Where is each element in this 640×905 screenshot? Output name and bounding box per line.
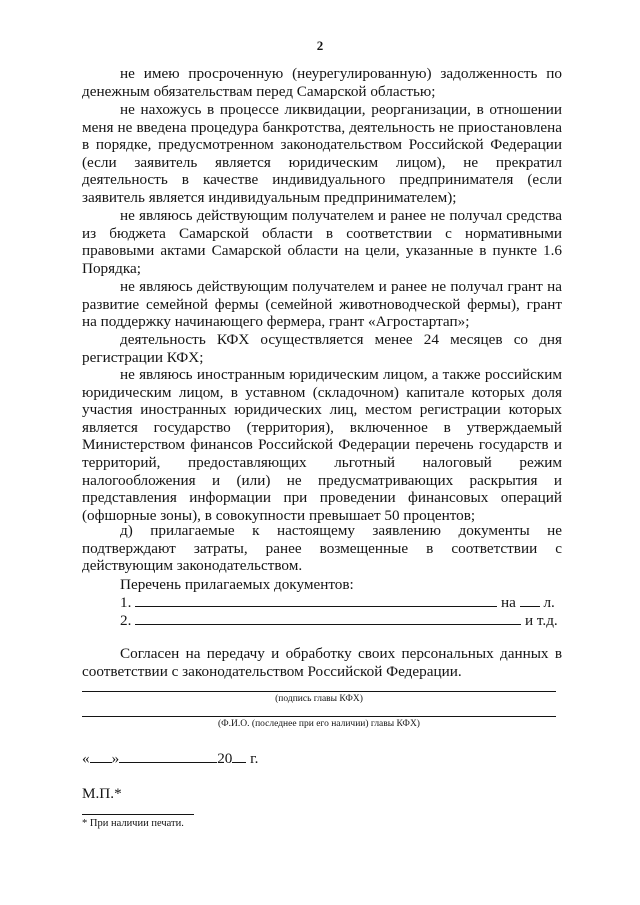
paragraph-not-foreign: не являюсь иностранным юридическим лицом, а также российским юридическим лицом, в уставном (складочном) капитале которых доля участия иностранных юридических лиц, местом регистрации которых является государство (территория), включенное в утверждаемый Министерством финансов Российской Федерации перечень государств и территорий, предоставляющих льготный налоговый режим налогообложения и (или) не предусматривающих раскрытия и представления информации при проведении финансовых операций (офшорные зоны), в совокупности превышает 50 процентов; — [82, 366, 562, 524]
document-1-number: 1. — [120, 594, 132, 611]
date-year-prefix: 20 — [217, 750, 233, 767]
footnote-separator — [82, 814, 194, 815]
paragraph-consent: Согласен на передачу и обработку своих персональных данных в соответствии с законодательством Российской Федерации. — [82, 645, 562, 680]
date-open-quote: « — [82, 750, 90, 767]
name-caption: (Ф.И.О. (последнее при его наличии) главы КФХ) — [218, 719, 420, 729]
footnote: * При наличии печати. — [82, 818, 184, 829]
document-1-pages-label: л. — [543, 594, 555, 611]
document-2-etc-label: и т.д. — [524, 612, 558, 629]
stamp-label: М.П.* — [82, 785, 122, 802]
paragraph-documents-not-reimbursed: д) прилагаемые к настоящему заявлению документы не подтверждают затраты, ранее возмещенные в соответствии с действующим законодательством. — [82, 522, 562, 575]
date-day-blank — [90, 749, 112, 763]
paragraph-no-liquidation: не нахожусь в процессе ликвидации, реорганизации, в отношении меня не введена процедура банкротства, деятельность не приостановлена в порядке, предусмотренном законодательством Российской Федерации (если заявитель является юридическим лицом), не прекратил деятельность в качестве индивидуального предпринимателя (если заявитель является индивидуальным предпринимателем); — [82, 101, 562, 206]
date-year-blank — [232, 749, 246, 763]
document-line-2 — [120, 611, 562, 630]
paragraph-no-grant: не являюсь действующим получателем и ранее не получал грант на развитие семейной фермы (семейной животноводческой фермы), грант на поддержку начинающего фермера, грант «Агростартап»; — [82, 278, 562, 331]
date-line — [82, 749, 258, 768]
document-2-number: 2. — [120, 612, 132, 629]
name-line — [82, 716, 556, 717]
document-1-on-label: на — [500, 594, 516, 611]
document-1-blank — [135, 593, 497, 607]
document-line-1 — [120, 593, 562, 612]
document-1-pages-blank — [520, 593, 540, 607]
documents-heading: Перечень прилагаемых документов: — [120, 576, 354, 593]
date-close-quote: » — [111, 750, 120, 767]
document-2-blank — [135, 611, 521, 625]
date-month-blank — [119, 749, 217, 763]
date-year-suffix: г. — [250, 750, 259, 767]
signature-line — [82, 691, 556, 692]
paragraph-no-budget-funds: не являюсь действующим получателем и ранее не получал средства из бюджета Самарской области в соответствии с нормативными правовыми актами Самарской области на цели, указанные в пункте 1.6 Порядка; — [82, 207, 562, 277]
paragraph-no-debt: не имею просроченную (неурегулированную) задолженность по денежным обязательствам перед Самарской областью; — [82, 65, 562, 100]
signature-caption: (подпись главы КФХ) — [275, 694, 363, 704]
page-number: 2 — [316, 38, 324, 53]
paragraph-kfh-age: деятельность КФХ осуществляется менее 24 месяцев со дня регистрации КФХ; — [82, 331, 562, 366]
